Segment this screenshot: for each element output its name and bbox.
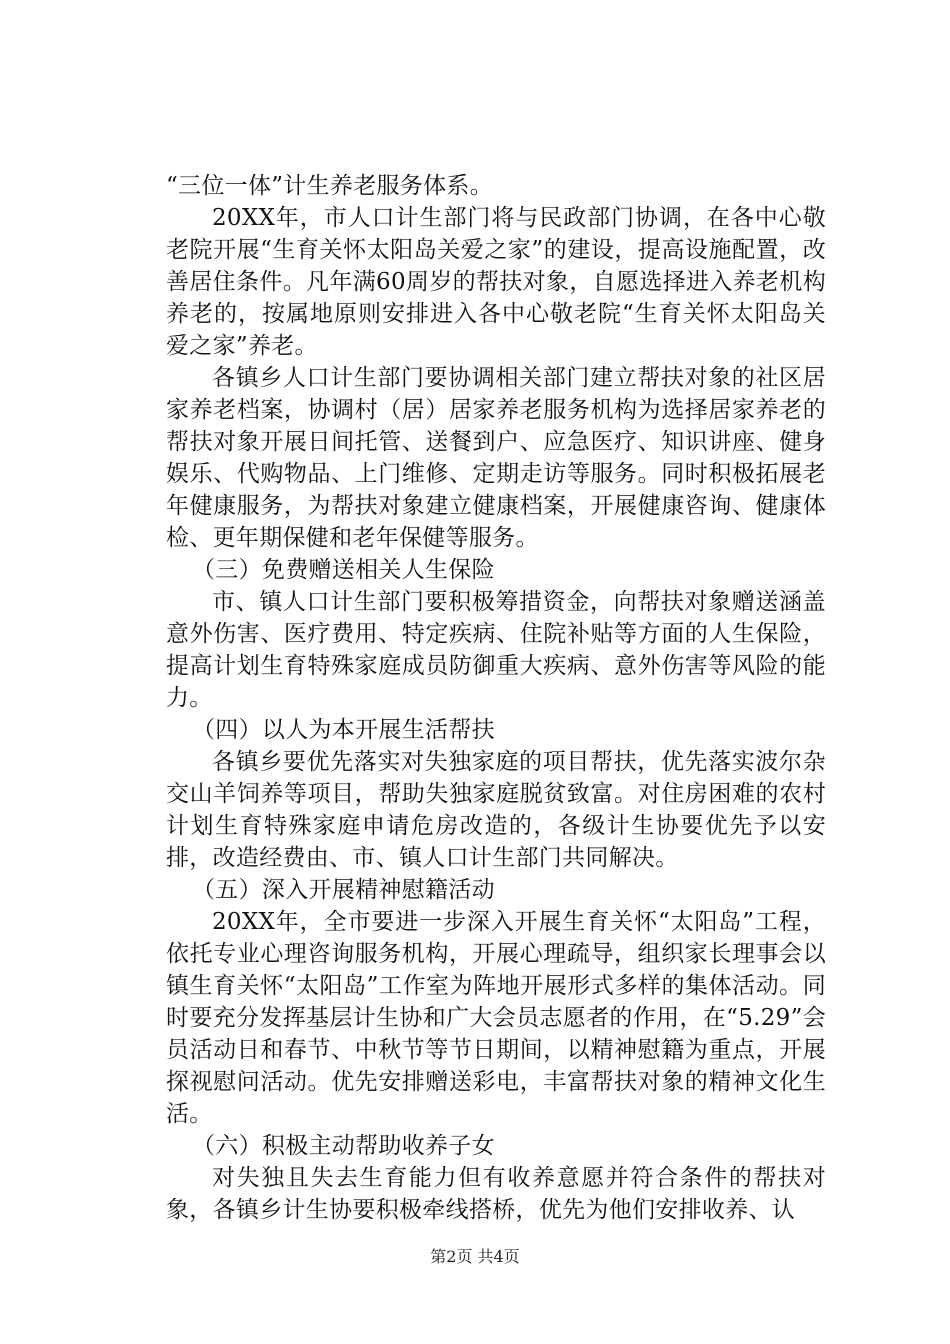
section-heading-spiritual-comfort: （五）深入开展精神慰籍活动	[192, 877, 495, 903]
paragraph-home-care: 各镇乡人口计生部门要协调相关部门建立帮扶对象的社区居家养老档案，协调村（居）居家养老服务机构为选择居家养老的帮扶对象开展日间托管、送餐到户、应急医疗、知识讲座、健身娱乐、代购物品、上门维修、定期走访等服务。同时积极拓展老年健康服务，为帮扶对象建立健康档案，开展健康咨询、健康体检、更年期保健和老年保健等服务。	[166, 365, 826, 551]
page-number-footer: 第2页 共4页	[430, 1247, 520, 1266]
paragraph-spiritual-comfort: 20XX年，全市要进一步深入开展生育关怀“太阳岛”工程，依托专业心理咨询服务机构，开展心理疏导，组织家长理事会以镇生育关怀“太阳岛”工作室为阵地开展形式多样的集体活动。同时要充分发挥基层计生协和广大会员志愿者的作用，在“5.29”会员活动日和春节、中秋节等节日期间，以精神慰籍为重点，开展探视慰问活动。优先安排赠送彩电，丰富帮扶对象的精神文化生活。	[166, 909, 826, 1127]
document-body	[166, 170, 826, 1226]
paragraph-continuation: “三位一体”计生养老服务体系。	[166, 173, 494, 199]
section-heading-living-support: （四）以人为本开展生活帮扶	[192, 717, 495, 743]
paragraph-adoption: 对失独且失去生育能力但有收养意愿并符合条件的帮扶对象，各镇乡计生协要积极牵线搭桥，优先为他们安排收养、认	[166, 1165, 826, 1223]
section-heading-insurance: （三）免费赠送相关人生保险	[192, 557, 495, 583]
paragraph-living-support: 各镇乡要优先落实对失独家庭的项目帮扶，优先落实波尔杂交山羊饲养等项目，帮助失独家庭脱贫致富。对住房困难的农村计划生育特殊家庭申请危房改造的，各级计生协要优先予以安排，改造经费由、市、镇人口计生部门共同解决。	[166, 749, 826, 871]
section-heading-adoption: （六）积极主动帮助收养子女	[192, 1133, 495, 1159]
paragraph-elderly-home: 20XX年，市人口计生部门将与民政部门协调，在各中心敬老院开展“生育关怀太阳岛关爱之家”的建设，提高设施配置，改善居住条件。凡年满60周岁的帮扶对象，自愿选择进入养老机构养老的，按属地原则安排进入各中心敬老院“生育关怀太阳岛关爱之家”养老。	[166, 205, 826, 359]
paragraph-insurance: 市、镇人口计生部门要积极筹措资金，向帮扶对象赠送涵盖意外伤害、医疗费用、特定疾病、住院补贴等方面的人生保险，提高计划生育特殊家庭成员防御重大疾病、意外伤害等风险的能力。	[166, 589, 826, 711]
